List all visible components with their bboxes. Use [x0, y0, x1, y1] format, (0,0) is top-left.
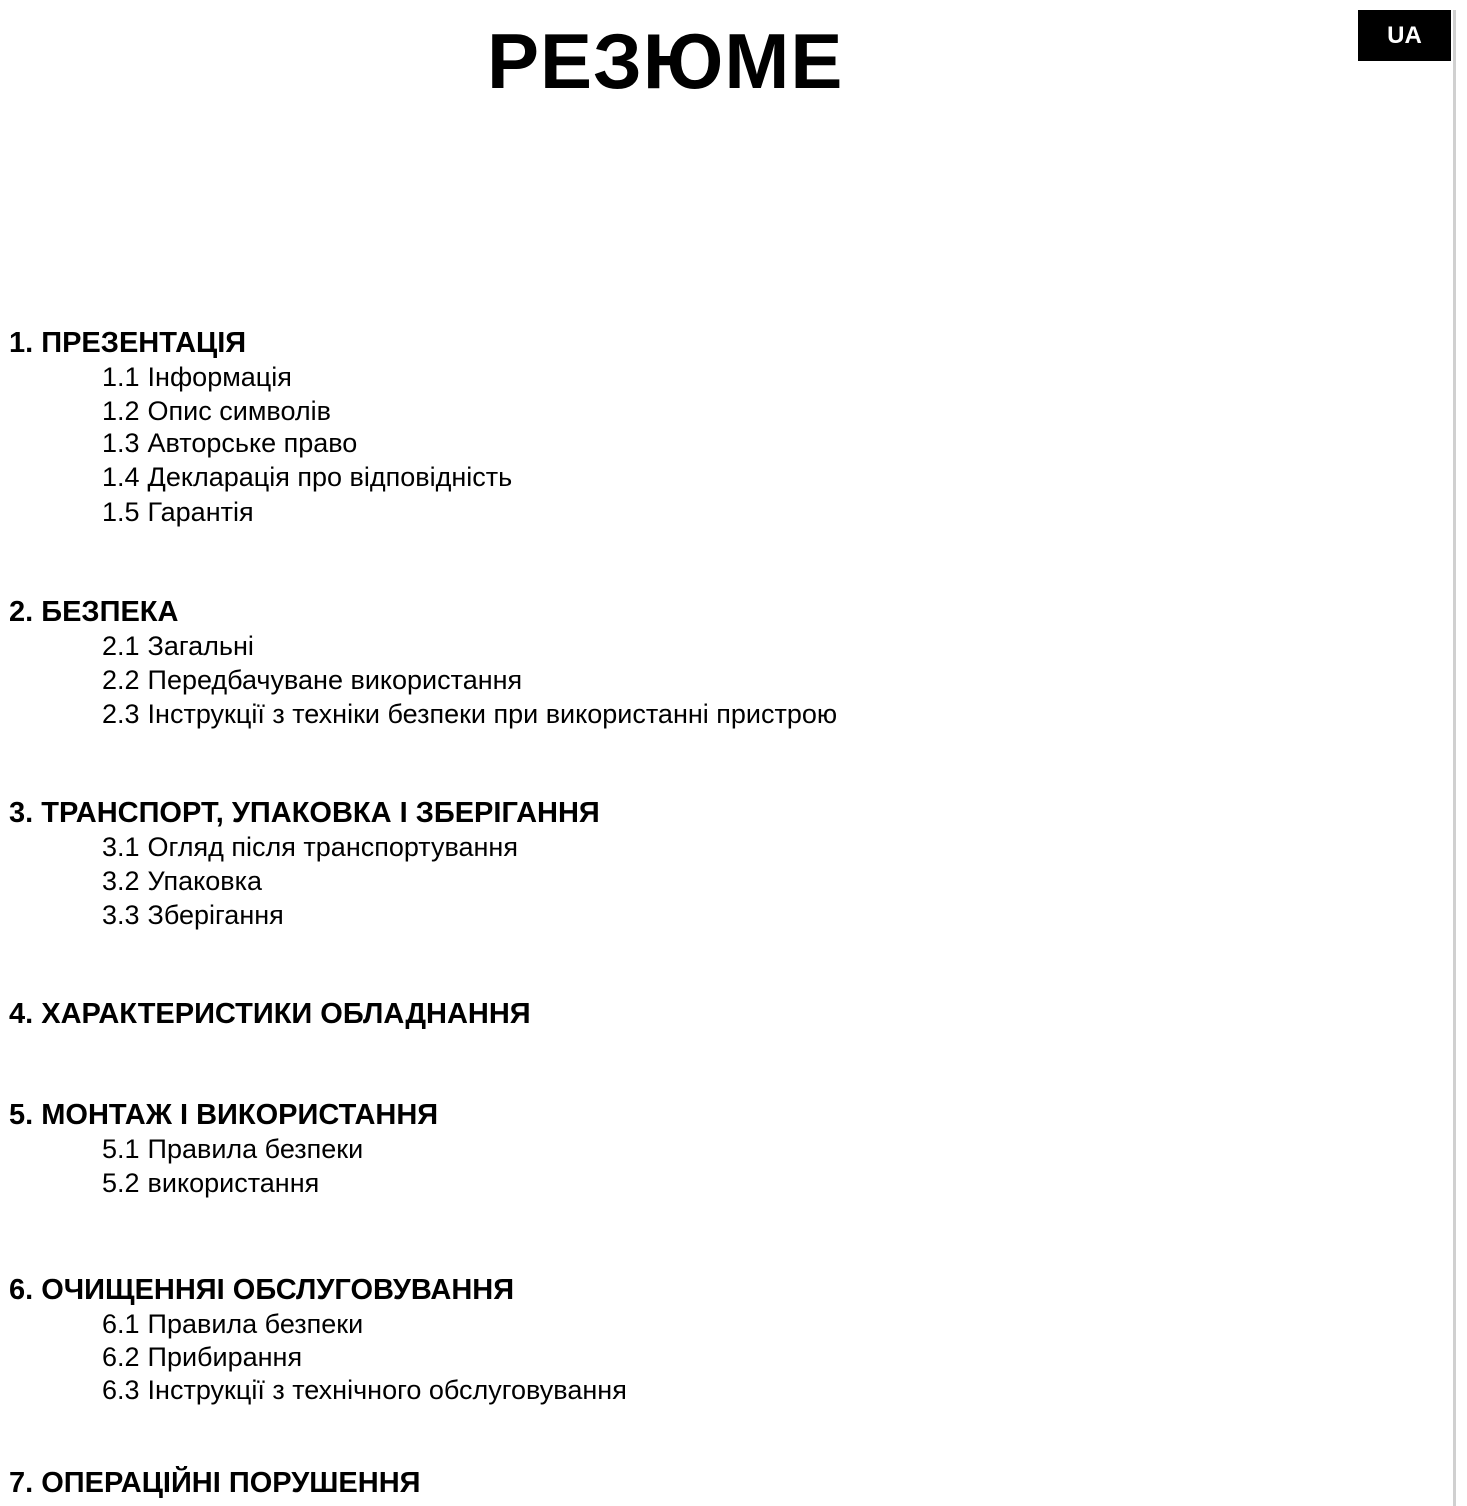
toc-item[interactable]: 5.1 Правила безпеки — [102, 1134, 364, 1164]
toc-section-7 — [9, 1466, 420, 1500]
toc-item[interactable]: 1.2 Опис символів — [102, 396, 331, 426]
toc-item[interactable]: 6.3 Інструкції з технічного обслуговування — [102, 1375, 627, 1405]
toc-heading[interactable]: 2. БЕЗПЕКА — [9, 596, 179, 628]
toc-heading[interactable]: 1. ПРЕЗЕНТАЦІЯ — [9, 327, 247, 359]
toc-item[interactable]: 2.3 Інструкції з техніки безпеки при використанні пристрою — [102, 699, 838, 729]
toc-item[interactable]: 1.3 Авторське право — [102, 428, 358, 458]
page-title: РЕЗЮМЕ — [487, 17, 844, 105]
page-edge-divider — [1453, 10, 1456, 1506]
toc-section-4 — [9, 997, 531, 1031]
toc-heading[interactable]: 4. ХАРАКТЕРИСТИКИ ОБЛАДНАННЯ — [9, 998, 531, 1030]
toc-item[interactable]: 5.2 використання — [102, 1168, 320, 1198]
toc-section-6 — [9, 1273, 627, 1407]
toc-heading[interactable]: 6. ОЧИЩЕННЯІ ОБСЛУГОВУВАННЯ — [9, 1274, 515, 1306]
toc-item[interactable]: 2.2 Передбачуване використання — [102, 665, 523, 695]
language-badge: UA — [1358, 10, 1451, 61]
toc-item[interactable]: 1.1 Інформація — [102, 362, 292, 392]
toc-heading[interactable]: 7. ОПЕРАЦІЙНІ ПОРУШЕННЯ — [9, 1467, 421, 1499]
toc-heading[interactable]: 5. МОНТАЖ І ВИКОРИСТАННЯ — [9, 1099, 439, 1131]
toc-item[interactable]: 2.1 Загальні — [102, 631, 254, 661]
toc-section-1 — [9, 326, 512, 529]
toc-item[interactable]: 3.3 Зберігання — [102, 900, 284, 930]
toc-item[interactable]: 3.2 Упаковка — [102, 866, 263, 896]
toc-item[interactable]: 1.4 Декларація про відповідність — [102, 462, 513, 492]
toc-section-5 — [9, 1098, 438, 1200]
toc-item[interactable]: 6.2 Прибирання — [102, 1342, 303, 1372]
toc-section-3 — [9, 796, 600, 932]
toc-item[interactable]: 6.1 Правила безпеки — [102, 1309, 364, 1339]
toc-item[interactable]: 1.5 Гарантія — [102, 497, 254, 527]
toc-item[interactable]: 3.1 Огляд після транспортування — [102, 832, 518, 862]
toc-section-2 — [9, 595, 837, 731]
toc-heading[interactable]: 3. ТРАНСПОРТ, УПАКОВКА І ЗБЕРІГАННЯ — [9, 797, 600, 829]
